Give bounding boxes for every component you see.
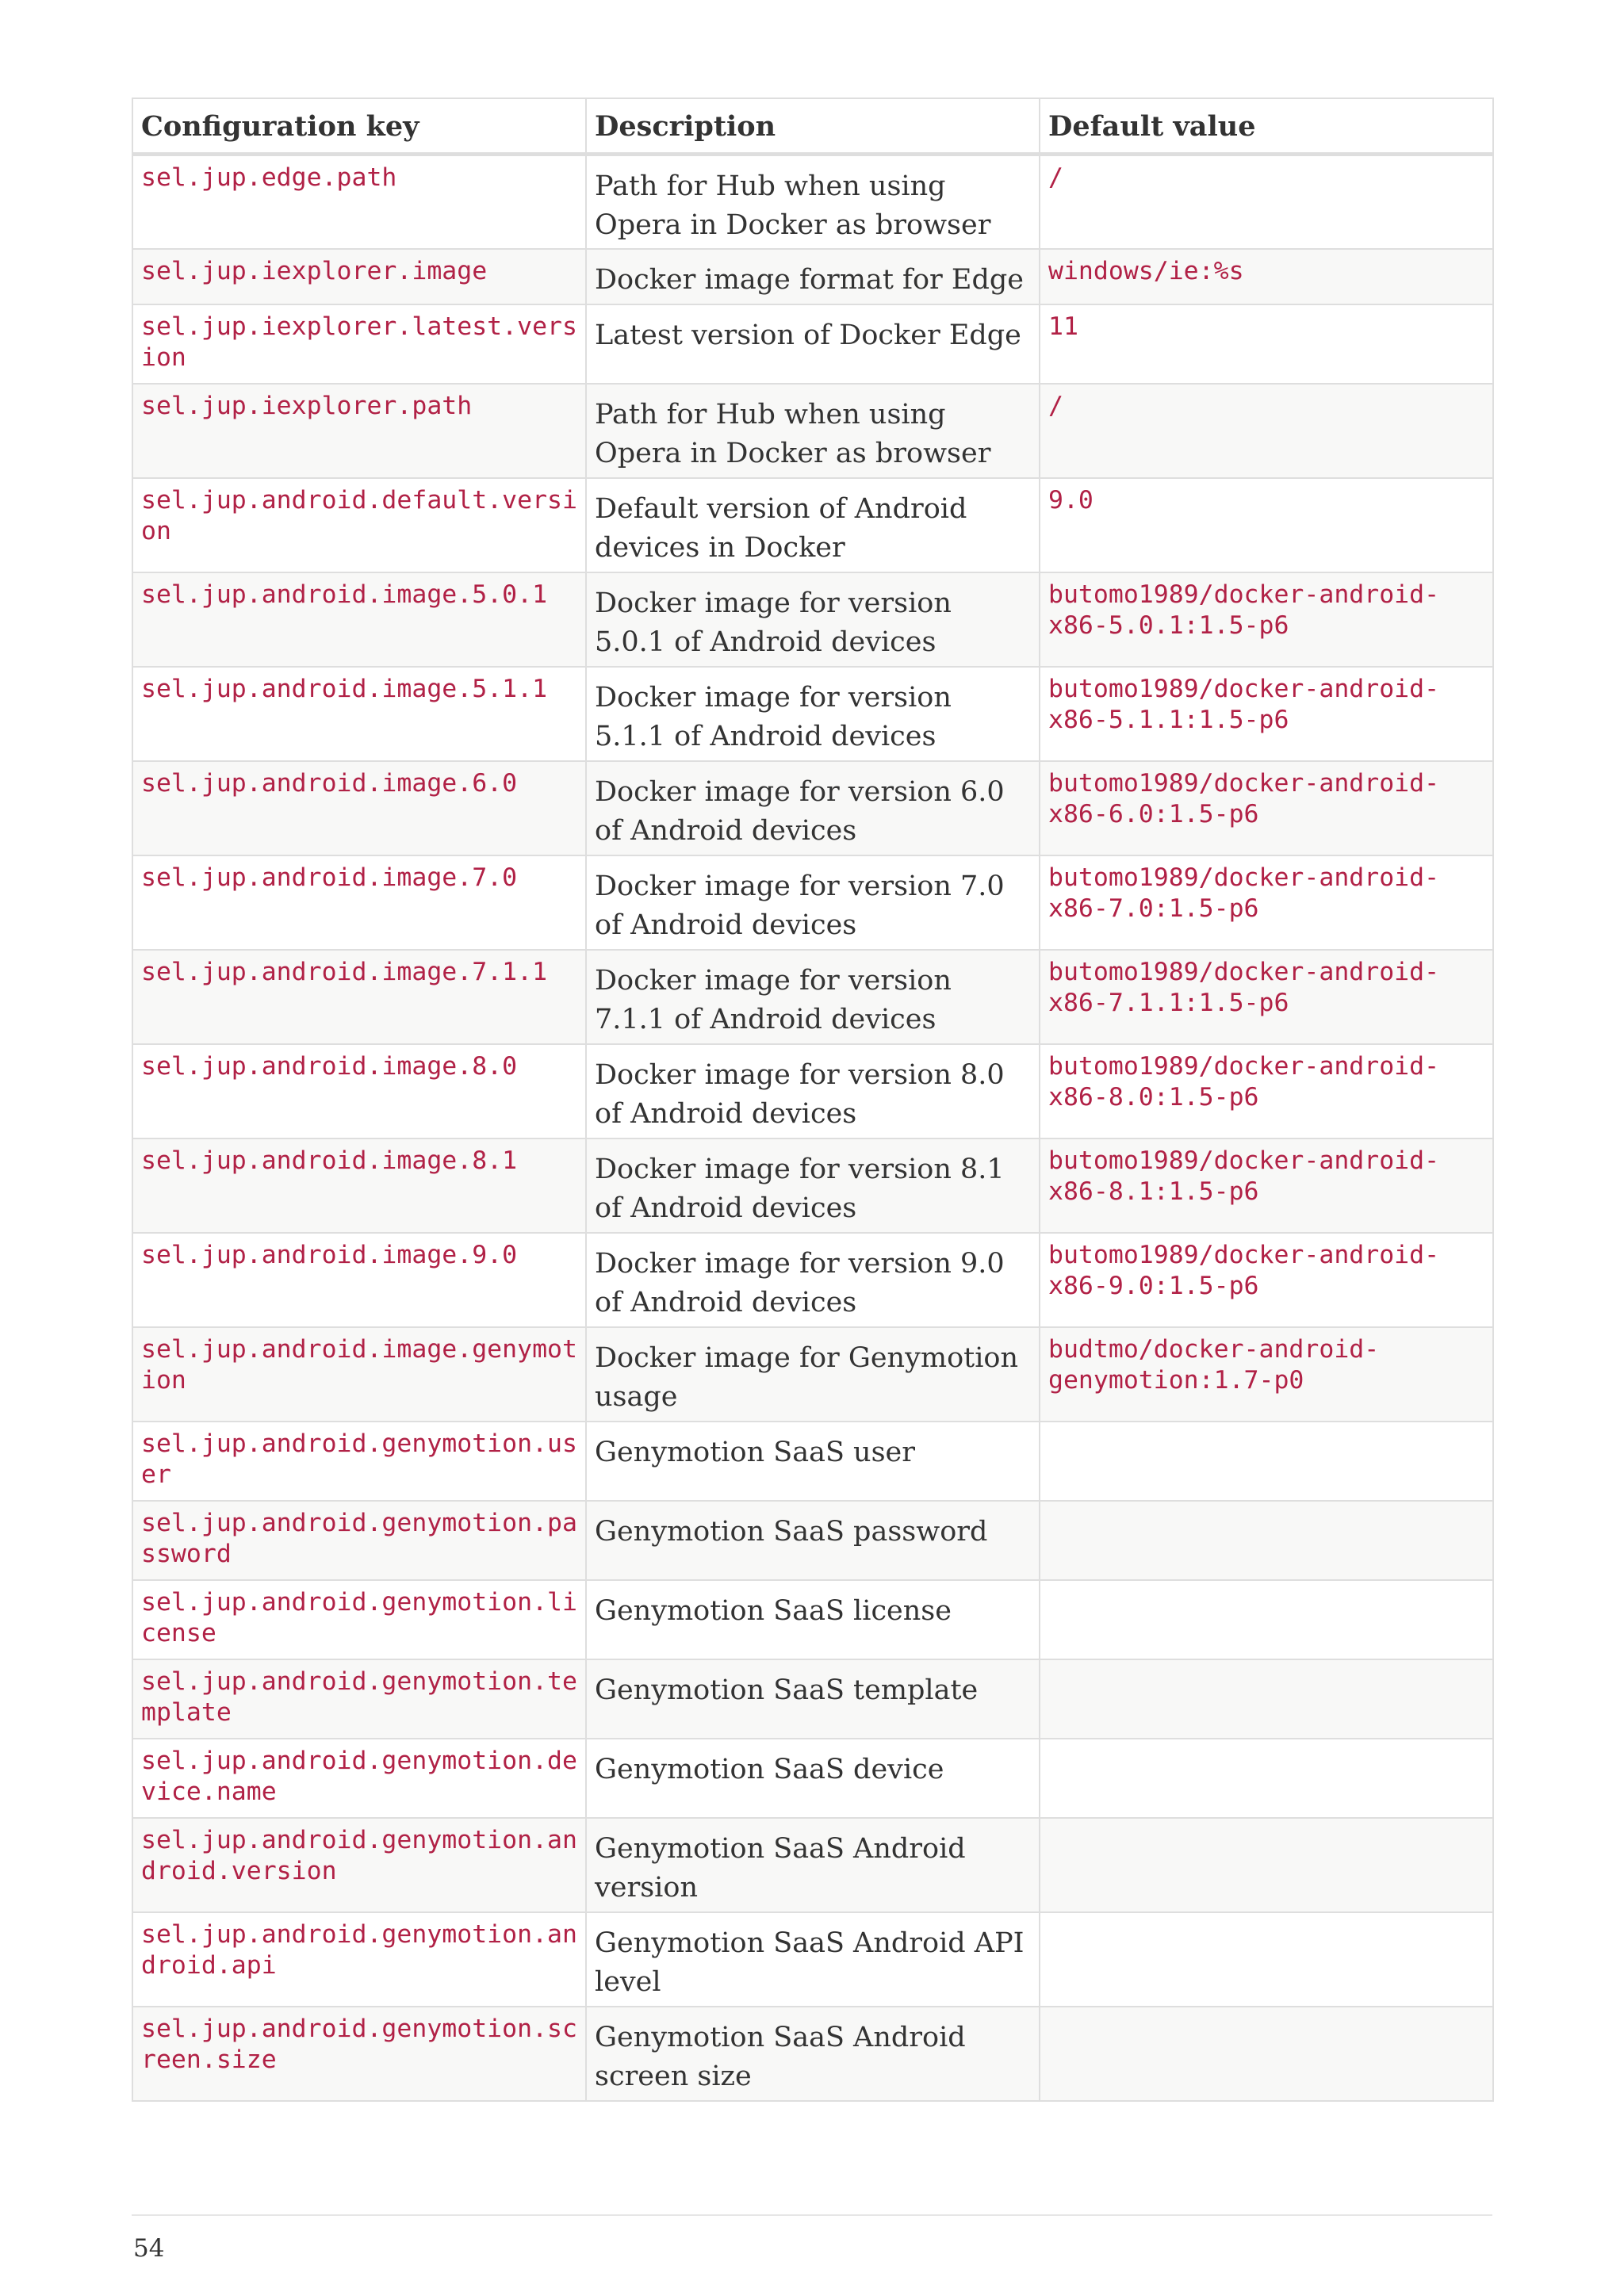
config-description: Docker image for version 9.0 of Android devices <box>586 1233 1040 1327</box>
config-description: Docker image for version 5.1.1 of Android devices <box>586 667 1040 761</box>
config-description: Genymotion SaaS Android API level <box>586 1912 1040 2007</box>
config-key: sel.jup.android.genymotion.user <box>132 1422 586 1501</box>
config-description: Default version of Android devices in Docker <box>586 478 1040 572</box>
table-row <box>132 1327 1493 1422</box>
config-key: sel.jup.android.image.genymotion <box>132 1327 586 1422</box>
page-number: 54 <box>133 2234 165 2263</box>
table-row <box>132 2007 1493 2101</box>
config-description: Path for Hub when using Opera in Docker as browser <box>586 154 1040 249</box>
config-key: sel.jup.android.image.9.0 <box>132 1233 586 1327</box>
config-key: sel.jup.android.image.5.1.1 <box>132 667 586 761</box>
table-row <box>132 1138 1493 1233</box>
config-default-value: butomo1989/docker-android-x86-6.0:1.5-p6 <box>1040 761 1493 855</box>
config-key: sel.jup.android.image.8.1 <box>132 1138 586 1233</box>
header-default-value: Default value <box>1040 98 1493 154</box>
config-default-value: butomo1989/docker-android-x86-9.0:1.5-p6 <box>1040 1233 1493 1327</box>
table-row <box>132 1044 1493 1138</box>
config-description: Docker image for version 7.0 of Android devices <box>586 855 1040 950</box>
config-description: Docker image for version 8.0 of Android devices <box>586 1044 1040 1138</box>
table-row <box>132 249 1493 304</box>
config-default-value: budtmo/docker-android-genymotion:1.7-p0 <box>1040 1327 1493 1422</box>
config-key: sel.jup.android.genymotion.android.api <box>132 1912 586 2007</box>
config-description: Docker image for Genymotion usage <box>586 1327 1040 1422</box>
config-key: sel.jup.android.default.version <box>132 478 586 572</box>
table-body <box>132 154 1493 2101</box>
config-description: Genymotion SaaS Android version <box>586 1818 1040 1912</box>
table-row <box>132 154 1493 249</box>
config-description: Genymotion SaaS device <box>586 1739 1040 1818</box>
table-row <box>132 1422 1493 1501</box>
configuration-table <box>132 98 1494 2102</box>
config-key: sel.jup.android.image.7.1.1 <box>132 950 586 1044</box>
table-row <box>132 1233 1493 1327</box>
config-description: Path for Hub when using Opera in Docker as browser <box>586 384 1040 478</box>
config-default-value: / <box>1040 154 1493 249</box>
config-default-value: butomo1989/docker-android-x86-5.0.1:1.5-p6 <box>1040 572 1493 667</box>
footer-divider <box>132 2214 1492 2216</box>
config-key: sel.jup.android.genymotion.android.version <box>132 1818 586 1912</box>
config-key: sel.jup.android.genymotion.password <box>132 1501 586 1580</box>
table-row <box>132 304 1493 384</box>
config-description: Docker image format for Edge <box>586 249 1040 304</box>
table-row <box>132 855 1493 950</box>
config-default-value: 11 <box>1040 304 1493 384</box>
config-description: Genymotion SaaS license <box>586 1580 1040 1659</box>
config-default-value: / <box>1040 384 1493 478</box>
table-row <box>132 478 1493 572</box>
table-row <box>132 667 1493 761</box>
config-key: sel.jup.android.image.6.0 <box>132 761 586 855</box>
config-key: sel.jup.android.genymotion.license <box>132 1580 586 1659</box>
config-description: Genymotion SaaS user <box>586 1422 1040 1501</box>
config-key: sel.jup.android.genymotion.device.name <box>132 1739 586 1818</box>
config-description: Latest version of Docker Edge <box>586 304 1040 384</box>
config-default-value <box>1040 1739 1493 1818</box>
config-default-value: butomo1989/docker-android-x86-5.1.1:1.5-p6 <box>1040 667 1493 761</box>
header-row <box>132 98 1493 154</box>
header-configuration-key: Configuration key <box>132 98 586 154</box>
config-description: Docker image for version 7.1.1 of Android devices <box>586 950 1040 1044</box>
config-default-value <box>1040 1422 1493 1501</box>
table-row <box>132 572 1493 667</box>
table-row <box>132 1659 1493 1739</box>
config-default-value <box>1040 1580 1493 1659</box>
config-default-value: 9.0 <box>1040 478 1493 572</box>
table-row <box>132 384 1493 478</box>
config-default-value: butomo1989/docker-android-x86-7.1.1:1.5-p6 <box>1040 950 1493 1044</box>
config-description: Docker image for version 8.1 of Android devices <box>586 1138 1040 1233</box>
table-header <box>132 98 1493 154</box>
config-description: Docker image for version 6.0 of Android devices <box>586 761 1040 855</box>
config-default-value <box>1040 1818 1493 1912</box>
config-default-value: windows/ie:%s <box>1040 249 1493 304</box>
config-key: sel.jup.android.genymotion.screen.size <box>132 2007 586 2101</box>
table-row <box>132 1739 1493 1818</box>
header-description: Description <box>586 98 1040 154</box>
config-default-value <box>1040 1659 1493 1739</box>
config-description: Genymotion SaaS Android screen size <box>586 2007 1040 2101</box>
table-row <box>132 1912 1493 2007</box>
config-key: sel.jup.iexplorer.image <box>132 249 586 304</box>
config-default-value <box>1040 1912 1493 2007</box>
config-key: sel.jup.edge.path <box>132 154 586 249</box>
table-row <box>132 1580 1493 1659</box>
config-default-value <box>1040 1501 1493 1580</box>
config-key: sel.jup.android.image.7.0 <box>132 855 586 950</box>
config-default-value: butomo1989/docker-android-x86-8.1:1.5-p6 <box>1040 1138 1493 1233</box>
config-default-value <box>1040 2007 1493 2101</box>
table-row <box>132 761 1493 855</box>
config-key: sel.jup.iexplorer.latest.version <box>132 304 586 384</box>
config-key: sel.jup.android.genymotion.template <box>132 1659 586 1739</box>
config-default-value: butomo1989/docker-android-x86-8.0:1.5-p6 <box>1040 1044 1493 1138</box>
table-row <box>132 1501 1493 1580</box>
table-row <box>132 1818 1493 1912</box>
config-key: sel.jup.android.image.5.0.1 <box>132 572 586 667</box>
config-default-value: butomo1989/docker-android-x86-7.0:1.5-p6 <box>1040 855 1493 950</box>
config-description: Genymotion SaaS password <box>586 1501 1040 1580</box>
table-row <box>132 950 1493 1044</box>
config-key: sel.jup.iexplorer.path <box>132 384 586 478</box>
config-description: Docker image for version 5.0.1 of Android devices <box>586 572 1040 667</box>
config-key: sel.jup.android.image.8.0 <box>132 1044 586 1138</box>
config-description: Genymotion SaaS template <box>586 1659 1040 1739</box>
